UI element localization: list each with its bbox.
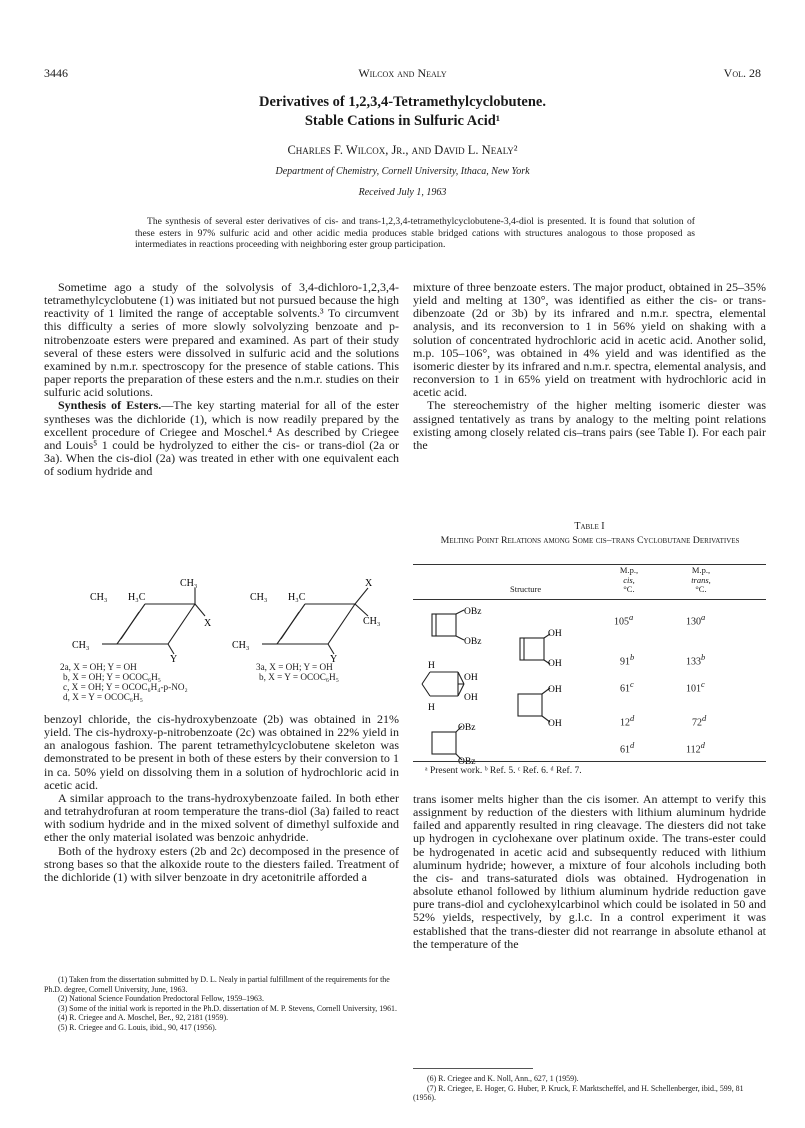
group-label: OBz bbox=[464, 637, 482, 647]
group-label: OH bbox=[548, 629, 562, 639]
atom-label: X bbox=[204, 618, 212, 629]
atom-label: CH₃ bbox=[363, 616, 381, 627]
group-label: OH bbox=[548, 685, 562, 695]
paragraph: A similar approach to the trans-hydroxybenzoate failed. In both ether and tetrahydrofuran at room temperature the trans-diol (3a) failed to react with sodium hydride and in the mixed solvent of dimethyl sulfoxide and ether the only material isolated was benzoic anhydride. bbox=[44, 790, 399, 845]
structure-2-legend: 2a, X = OH; Y = OH b, X = OH; Y = OCOC₆H₅ c, X = OH; Y = OCOC₆H₄-p-NO₂ d, X = Y = OCOC₆H₅ bbox=[60, 662, 188, 702]
atom-label: H₃C bbox=[128, 592, 146, 603]
atom-label: Y bbox=[170, 654, 178, 665]
table-rule bbox=[413, 564, 766, 565]
left-column-bottom bbox=[44, 713, 399, 884]
table-row: 61$^c$ 101$^c$ bbox=[620, 679, 705, 695]
group-label: OH bbox=[548, 659, 562, 669]
atom-label: Y bbox=[330, 654, 338, 665]
paragraph: The stereochemistry of the higher melting isomeric diester was assigned tentatively as trans by analogy to the melting point relations existing among closely related cis–trans pairs (see Table I). For each pair the bbox=[413, 398, 766, 452]
paragraph: benzoyl chloride, the cis-hydroxybenzoate (2b) was obtained in 21% yield. The cis-hydroxy-p-nitrobenzoate (2c) was obtained in 22% yield in an analogous fashion. The parent tetramethylcyclobutene skeleton was demonstrated to be present in both of these esters by their conversion to 1 in ca. 50% yield on dissolving them in a solution of hydrochloric acid in acetic acid. bbox=[44, 712, 399, 792]
group-label: H bbox=[428, 661, 435, 671]
group-label: OBz bbox=[458, 723, 476, 733]
table-label: Table I bbox=[574, 521, 605, 532]
structure-3-legend: 3a, X = OH; Y = OH b, X = Y = OCOC₆H₅ bbox=[256, 662, 339, 682]
group-label: OH bbox=[464, 693, 478, 703]
structure-2 bbox=[102, 588, 205, 654]
article-title-line2: Stable Cations in Sulfuric Acid¹ bbox=[304, 113, 501, 129]
left-column-top bbox=[44, 281, 399, 478]
table-header-structure: Structure bbox=[510, 584, 542, 594]
paragraph: Both of the hydroxy esters (2b and 2c) decomposed in the presence of strong bases so that the alkoxide route to the diesters failed. Treatment of the dichloride (1) with silver benzoate in dry acetonitrile afforded a bbox=[44, 843, 399, 884]
page-number: 3446 bbox=[44, 66, 68, 80]
abstract: The synthesis of several ester derivatives of cis- and trans-1,2,3,4-tetramethylcyclobutene-3,4-diol is presented. It is found that solution of these esters in 97% sulfuric acid and other acidic media produces stable bridged cations with structures analogous to those proposed as intermediates in reactions proceeding with neighboring ester group participation. bbox=[135, 216, 695, 251]
footnotes-right: (6) R. Criegee and K. Noll, Ann., 627, 1 (1959). (7) R. Criegee, E. Hoger, G. Huber, P. Kruck, F. Marktscheffel, and H. Schellenberger, ibid., 599, 81 (1956). bbox=[413, 1074, 744, 1102]
structure-3 bbox=[262, 588, 368, 654]
paragraph: —The key starting material for all of the ester syntheses was the dichloride (1), which is now readily prepared by the excellent procedure of Criegee and Moschel.⁴ As described by Criegee and Louis⁵ 1 could be hydrolyzed to either the cis- or trans-diol (2a or 3a). When the cis-diol (2a) was treated in ether with one equivalent each of sodium hydride and bbox=[44, 398, 399, 479]
table-notes: ᵃ Present work. ᵇ Ref. 5. ᶜ Ref. 6. ᵈ Ref. 7. bbox=[425, 766, 582, 776]
article-title-line1: Derivatives of 1,2,3,4-Tetramethylcyclobutene. bbox=[259, 94, 546, 110]
table-header-trans: M.p., trans, °C. bbox=[691, 565, 711, 594]
table-rule bbox=[413, 761, 766, 762]
atom-label: H₃C bbox=[288, 592, 306, 603]
section-heading: Synthesis of Esters. bbox=[58, 398, 162, 413]
authors: Charles F. Wilcox, Jr., and David L. Nealy² bbox=[287, 143, 518, 157]
paragraph: mixture of three benzoate esters. The major product, obtained in 25–35% yield and melting at 130°, was identified as either the cis- or trans-dibenzoate (2d or 3b) by its infrared and n.m.r. spectra, elemental analysis, and its reconversion to 1 in 56% yield on shaking with a solution of concentrated hydrochloric acid in acetic acid. Another solid, m.p. 105–106°, was obtained in 4% yield and was identified as the isomeric diester by its infrared and n.m.r. spectra, elemental analysis, and reconversion to 1 in 65% yield on treatment with hydrochloric acid in acetic acid. bbox=[413, 280, 766, 400]
group-label: H bbox=[428, 703, 435, 713]
volume: Vol. 28 bbox=[723, 66, 761, 80]
table-row: 12$^d$ 72$^d$ bbox=[620, 713, 707, 729]
footnotes-left: (1) Taken from the dissertation submitted by D. L. Nealy in partial fulfillment of the requirements for the Ph.D. degree, Cornell University, June, 1963. (2) National Science Foundation Predoctoral Fellow, 1959–1963. (3) Some of the initial work is reported in the Ph.D. dissertation of M. P. Stevens, Cornell University, 1961. (4) R. Criegee and A. Moschel, Ber., 92, 2181 (1959). (5) R. Criegee and G. Louis, ibid., 90, 417 (1956). bbox=[44, 975, 397, 1032]
paragraph: Sometime ago a study of the solvolysis of 3,4-dichloro-1,2,3,4-tetramethylcyclobutene (1) was initiated but not pursued because the high reactivity of 1 limited the range of acceptable solvents.³ To circumvent this difficulty a series of more slowly solvolyzing benzoate and p-nitrobenzoate esters were prepared and examined. As part of their study several of these esters were dissolved in sulfuric acid and the solutions examined by n.m.r. spectroscopy for the presence of stable cations. This paper reports the preparation of these esters and the n.m.r. studies on their sulfuric acid solutions. bbox=[44, 280, 399, 400]
group-label: OH bbox=[464, 673, 478, 683]
atom-label: CH₃ bbox=[250, 592, 268, 603]
received-date: Received July 1, 1963 bbox=[358, 187, 447, 198]
group-label: OBz bbox=[458, 757, 476, 767]
atom-label: CH₃ bbox=[90, 592, 108, 603]
affiliation: Department of Chemistry, Cornell University, Ithaca, New York bbox=[275, 166, 530, 177]
table-row: 91$^b$ 133$^b$ bbox=[620, 652, 706, 668]
atom-label: CH₃ bbox=[72, 640, 90, 651]
atom-label: X bbox=[365, 578, 373, 589]
running-title: Wilcox and Nealy bbox=[358, 66, 447, 80]
table-row: 61$^d$ 112$^d$ bbox=[620, 740, 705, 756]
atom-label: CH₃ bbox=[180, 578, 198, 589]
right-column-top bbox=[413, 281, 766, 452]
table-caption: Melting Point Relations among Some cis–trans Cyclobutane Derivatives bbox=[440, 535, 740, 546]
structure-diagrams bbox=[50, 576, 390, 665]
atom-label: CH₃ bbox=[232, 640, 250, 651]
group-label: OH bbox=[548, 719, 562, 729]
right-column-bottom bbox=[413, 793, 766, 951]
paragraph: trans isomer melts higher than the cis isomer. An attempt to verify this assignment by reduction of the diesters with lithium aluminum hydride failed and apparently resulted in ring cleavage. The diesters did not take up hydrogen in cyclohexane over platinum oxide. The trans-ester could be hydrogenated in acetic acid and subsequently reduced with lithium aluminum hydride; however, a mixture of four alcohols including both the cis- and trans-saturated diols was obtained. Hydrogenation in absolute ethanol followed by lithium aluminum hydride reduction gave pure trans-diol and cyclohexylcarbinol which could be isolated in 50 and 52% yields, respectively, by g.l.c. In a control experiment it was established that the trans-diester did not rearrange in absolute ethanol at the temperature of the bbox=[413, 792, 766, 951]
table-row: 105$^a$ 130$^a$ bbox=[614, 612, 706, 628]
table-structures bbox=[420, 602, 620, 767]
table-rule bbox=[413, 599, 766, 600]
table-header-cis: M.p., cis, °C. bbox=[619, 565, 639, 594]
group-label: OBz bbox=[464, 607, 482, 617]
footnote-divider bbox=[413, 1068, 533, 1069]
